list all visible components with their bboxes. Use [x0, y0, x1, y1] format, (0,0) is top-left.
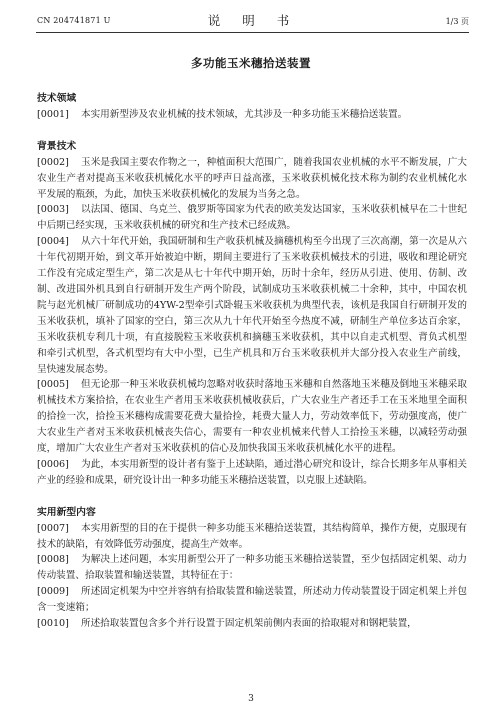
paragraph-text: 为此，本实用新型的设计者有鉴于上述缺陷，通过潜心研究和设计，综合长期多年从事相关产业的经验和成果，研究设计出一种多功能玉米穗拾送装置，以克服上述缺陷。	[37, 458, 467, 486]
paragraph	[37, 457, 467, 489]
document-type: 说 明 书	[207, 13, 299, 28]
paragraph-number: [0004]	[37, 236, 69, 248]
page-indicator: 1/3 页	[445, 17, 469, 26]
paragraph-number: [0008]	[37, 554, 69, 566]
paragraph	[37, 584, 467, 616]
patent-number: CN 204741871 U	[37, 16, 111, 25]
paragraph-number: [0005]	[37, 379, 69, 391]
paragraph-text: 所述固定机架为中空并容纳有拾取装置和输送装置，所述动力传动装置设于固定机架上并包含一变速箱；	[37, 586, 467, 614]
paragraph	[37, 202, 467, 234]
paragraph	[37, 155, 467, 203]
paragraph-number: [0009]	[37, 586, 69, 598]
section-gap	[37, 489, 467, 505]
paragraph	[37, 107, 467, 123]
paragraph-text: 玉米是我国主要农作物之一，种植面积大范围广，随着我国农业机械的水平不断发展，广大农业生产者对提高玉米收获机械化水平的呼声日益高涨，玉米收获机械化技术称为制约农业机械化水平发展的瓶颈，为此，加快玉米收获机械化的发展为当务之急。	[37, 156, 467, 200]
paragraph-number: [0007]	[37, 522, 69, 534]
paragraph-number: [0010]	[37, 618, 69, 630]
paragraph-text: 以法国、德国、乌克兰、俄罗斯等国家为代表的欧美发达国家，玉米收获机械早在二十世纪中后期已经实现，玉米收获机械的研究和生产技术已经成熟。	[37, 204, 467, 232]
paragraph-text: 所述拾取装置包含多个并行设置于固定机架前侧内表面的拾取辊对和钢耙装置，	[81, 618, 417, 630]
document-body	[37, 91, 467, 632]
paragraph	[37, 552, 467, 584]
section-heading: 背景技术	[37, 140, 77, 152]
page-header	[37, 10, 469, 32]
paragraph	[37, 521, 467, 553]
paragraph	[37, 377, 467, 457]
paragraph	[37, 234, 467, 377]
paragraph-text: 本实用新型涉及农业机械的技术领域，尤其涉及一种多功能玉米穗拾送装置。	[81, 108, 408, 120]
header-rule	[36, 32, 469, 33]
paragraph-text: 本实用新型的目的在于提供一种多功能玉米穗拾送装置，其结构简单，操作方便，克服现有技术的缺陷，有效降低劳动强度，提高生产效率。	[37, 522, 467, 550]
paragraph-text: 为解决上述问题，本实用新型公开了一种多功能玉米穗拾送装置，至少包括固定机架、动力传动装置、拾取装置和输送装置，其特征在于：	[37, 554, 467, 582]
paragraph-number: [0006]	[37, 458, 69, 470]
page-number: 3	[248, 694, 254, 704]
paragraph-number: [0001]	[37, 108, 69, 120]
document-title: 多功能玉米穗拾送装置	[191, 56, 311, 70]
paragraph	[37, 616, 467, 632]
paragraph-number: [0002]	[37, 156, 69, 168]
section-gap	[37, 123, 467, 139]
section-heading: 技术领域	[37, 93, 77, 104]
section-heading: 实用新型内容	[37, 506, 96, 518]
paragraph-number: [0003]	[37, 204, 69, 216]
paragraph-text: 从六十年代开始，我国研制和生产收获机械及摘穗机构至今出现了三次高潮，第一次是从六十年代初期开始，到文革开始被迫中断，期间主要进行了玉米收获机械技术的引进，吸收和理论研究工作没有完成定型生产，第二次是从七十年代中期开始，历时十余年，经历从引进、使用、仿制、改制、改进国外机具到自行研制开发生产两个阶段，试制成功玉米收获机械二十余种，其中，中国农机院与赵光机械厂研制成功的4YW-2型牵引式卧辊玉米收获机为典型代表，该机是我国自行研制开发的玉米收获机，填补了国家的空白，第三次从九十年代开始至今热度不减，研制生产单位多达百余家，玉米收获机专利几十项，有直接脱粒玉米收获机和摘穗玉米收获机，其中以自走式机型、背负式机型和牵引式机型，各式机型均有大中小型，已生产机具和万台玉米收获机并大部分投入农业生产前线，呈快速发展态势。	[37, 236, 467, 375]
paragraph-text: 但无论那一种玉米收获机械均忽略对收获时落地玉米穗和自然落地玉米穗及倒地玉米穗采取机械技术方案拾拾，在农业生产者用玉米收获机械收获后，广大农业生产者还手工在玉米地里全面积的拾捡一次，拾捡玉米穗构成需要花费大量拾捡，耗费大量人力，劳动效率低下，劳动强度高，使广大农业生产者对玉米收获机械丧失信心，需要有一种农业机械来代替人工拾捡玉米穗，以减轻劳动强度，增加广大农业生产者对玉米收获机的信心及加快我国玉米收获机械化水平的进程。	[37, 379, 467, 455]
